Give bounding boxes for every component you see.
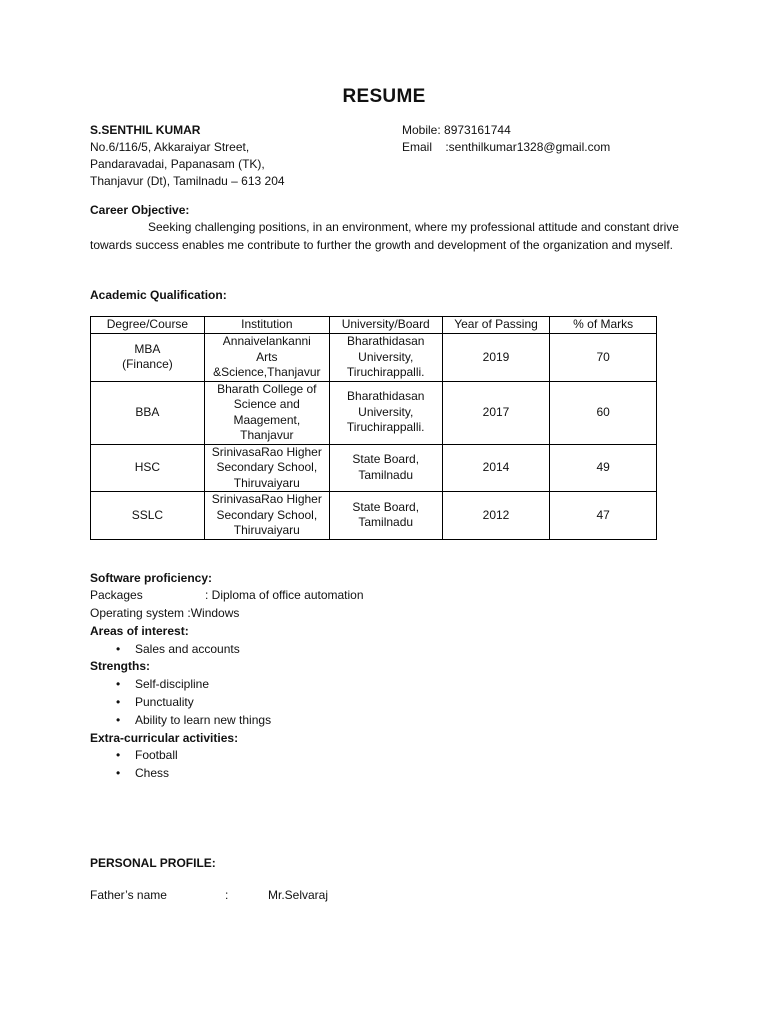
career-objective-heading: Career Objective: (90, 203, 190, 217)
fathers-name-label: Father’s name (90, 888, 167, 902)
candidate-name: S.SENTHIL KUMAR (90, 123, 201, 137)
table-header-row (91, 317, 657, 334)
fathers-name-value: Mr.Selvaraj (268, 888, 329, 902)
table-cell-year: 2019 (442, 334, 550, 382)
table-cell-marks: 49 (550, 444, 657, 492)
table-row (91, 334, 657, 382)
extra-curricular-heading: Extra-curricular activities: (90, 731, 239, 745)
academic-table (90, 316, 657, 540)
extra-curricular-list (90, 746, 178, 782)
resume-title: RESUME (342, 86, 426, 107)
address-line-3: Thanjavur (Dt), Tamilnadu – 613 204 (90, 174, 285, 188)
career-objective-text: Seeking challenging positions, in an environment, where my professional attitude and constant drive towards success enables me contribute to further the growth and development of the organization and myself. (90, 220, 679, 252)
table-cell-degree: MBA (Finance) (91, 334, 205, 382)
table-cell-board: State Board, Tamilnadu (329, 492, 442, 540)
table-cell-year: 2017 (442, 381, 550, 444)
table-cell-marks: 47 (550, 492, 657, 540)
table-cell-institution: Bharath College of Science and Maagement, Thanjavur (204, 381, 329, 444)
email-address: Email :senthilkumar1328@gmail.com (402, 140, 611, 154)
mobile-number: Mobile: 8973161744 (402, 123, 511, 137)
interests-heading: Areas of interest: (90, 624, 189, 638)
table-cell-board: Bharathidasan University, Tiruchirappalli. (329, 334, 442, 382)
strengths-heading: Strengths: (90, 659, 150, 673)
table-cell-institution: SrinivasaRao Higher Secondary School, Thiruvaiyaru (204, 444, 329, 492)
table-row (91, 444, 657, 492)
table-cell-marks: 70 (550, 334, 657, 382)
packages-label: Packages (90, 588, 143, 602)
list-item: • Punctuality (90, 693, 271, 711)
column-header: Institution (204, 317, 329, 334)
column-header: Degree/Course (91, 317, 205, 334)
table-cell-year: 2012 (442, 492, 550, 540)
address-line-2: Pandaravadai, Papanasam (TK), (90, 157, 265, 171)
interests-list (90, 640, 240, 658)
address-line-1: No.6/116/5, Akkaraiyar Street, (90, 140, 250, 154)
table-cell-institution: Annaivelankanni Arts &Science,Thanjavur (204, 334, 329, 382)
table-cell-institution: SrinivasaRao Higher Secondary School, Thiruvaiyaru (204, 492, 329, 540)
table-cell-board: State Board, Tamilnadu (329, 444, 442, 492)
table-cell-degree: SSLC (91, 492, 205, 540)
list-item: • Ability to learn new things (90, 711, 271, 729)
column-header: University/Board (329, 317, 442, 334)
table-cell-degree: BBA (91, 381, 205, 444)
fathers-name-separator: : (225, 888, 229, 902)
list-item: • Self-discipline (90, 675, 271, 693)
table-cell-year: 2014 (442, 444, 550, 492)
table-row (91, 381, 657, 444)
table-cell-degree: HSC (91, 444, 205, 492)
column-header: % of Marks (550, 317, 657, 334)
academic-heading: Academic Qualification: (90, 288, 227, 302)
column-header: Year of Passing (442, 317, 550, 334)
strengths-list (90, 675, 271, 729)
table-cell-marks: 60 (550, 381, 657, 444)
operating-system: Operating system :Windows (90, 606, 240, 620)
table-row (91, 492, 657, 540)
list-item: • Chess (90, 764, 178, 782)
software-heading: Software proficiency: (90, 571, 213, 585)
list-item: • Sales and accounts (90, 640, 240, 658)
packages-value: : Diploma of office automation (205, 588, 364, 602)
personal-profile-heading: PERSONAL PROFILE: (90, 856, 216, 870)
list-item: • Football (90, 746, 178, 764)
table-cell-board: Bharathidasan University, Tiruchirappalli. (329, 381, 442, 444)
